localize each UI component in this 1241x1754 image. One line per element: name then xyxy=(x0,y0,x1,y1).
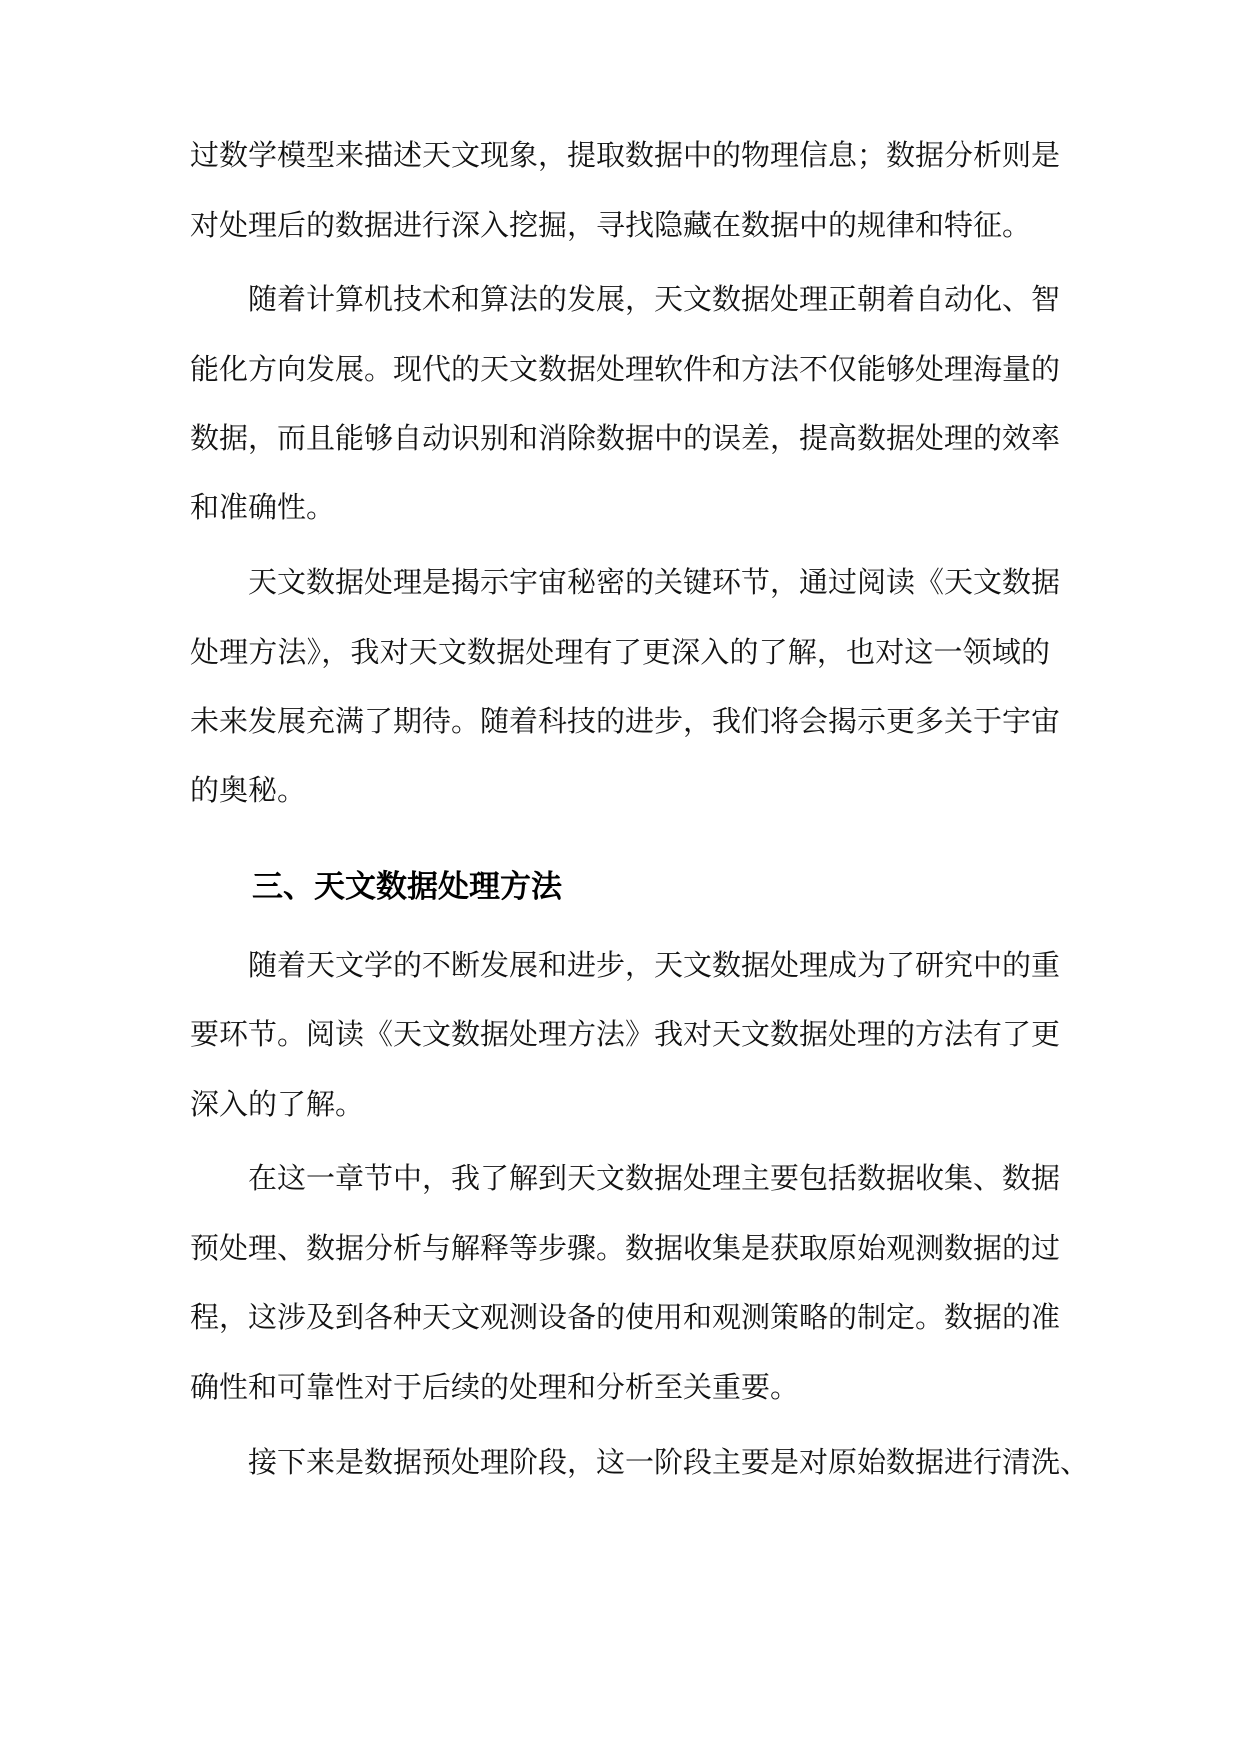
section-paragraph-2-line-2: 预处理、数据分析与解释等步骤。数据收集是获取原始观测数据的过 xyxy=(190,1231,1061,1265)
paragraph-3-line-4: 的奥秘。 xyxy=(190,773,307,807)
paragraph-3-line-2: 处理方法》，我对天文数据处理有了更深入的了解，也对这一领域的 xyxy=(190,635,1050,669)
section-paragraph-2-line-1: 在这一章节中，我了解到天文数据处理主要包括数据收集、数据 xyxy=(248,1161,1061,1195)
section-paragraph-2-line-4: 确性和可靠性对于后续的处理和分析至关重要。 xyxy=(190,1370,800,1404)
paragraph-2-line-1: 随着计算机技术和算法的发展，天文数据处理正朝着自动化、智 xyxy=(248,282,1061,316)
section-heading: 三、天文数据处理方法 xyxy=(252,869,562,905)
paragraph-1-line-1: 过数学模型来描述天文现象，提取数据中的物理信息；数据分析则是 xyxy=(190,138,1061,172)
paragraph-3-line-3: 未来发展充满了期待。随着科技的进步，我们将会揭示更多关于宇宙 xyxy=(190,704,1061,738)
paragraph-3-line-1: 天文数据处理是揭示宇宙秘密的关键环节，通过阅读《天文数据 xyxy=(248,565,1061,599)
paragraph-2-line-3: 数据，而且能够自动识别和消除数据中的误差，提高数据处理的效率 xyxy=(190,421,1061,455)
section-paragraph-2-line-3: 程，这涉及到各种天文观测设备的使用和观测策略的制定。数据的准 xyxy=(190,1300,1061,1334)
section-paragraph-1-line-1: 随着天文学的不断发展和进步，天文数据处理成为了研究中的重 xyxy=(248,948,1061,982)
section-paragraph-1-line-2: 要环节。阅读《天文数据处理方法》我对天文数据处理的方法有了更 xyxy=(190,1017,1061,1051)
section-paragraph-1-line-3: 深入的了解。 xyxy=(190,1087,365,1121)
paragraph-1-line-2: 对处理后的数据进行深入挖掘，寻找隐藏在数据中的规律和特征。 xyxy=(190,208,1032,242)
paragraph-2-line-2: 能化方向发展。现代的天文数据处理软件和方法不仅能够处理海量的 xyxy=(190,352,1061,386)
section-paragraph-3-line-1: 接下来是数据预处理阶段，这一阶段主要是对原始数据进行清洗、 xyxy=(248,1445,1090,1479)
paragraph-2-line-4: 和准确性。 xyxy=(190,490,336,524)
